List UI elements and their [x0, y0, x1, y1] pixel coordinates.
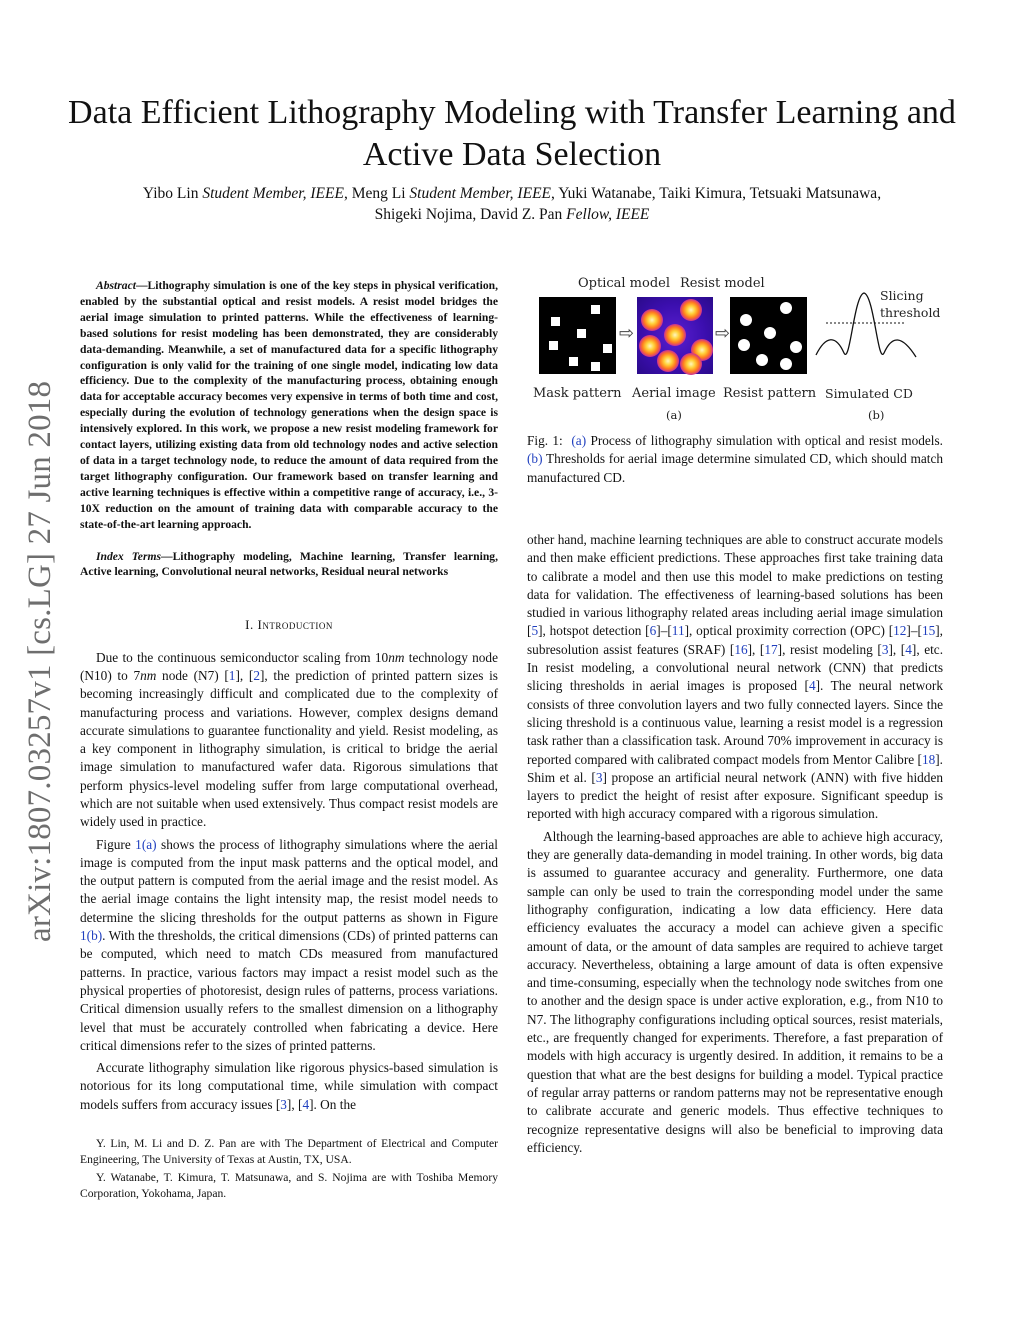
body-paragraph: Although the learning-based approaches are able to achieve high accuracy, they are generally data-demanding in model training. In other words, big data is assumed to guarantee accuracy and generality. Furthermore, one data sample can only be used to train the corresponding model under the same lithography configuration, indicating a low data efficiency. Here data efficiency evaluates the accuracy a model can achieve given a specific amount of data, or the amount of data samples are required to achieve target accuracy. Nevertheless, obtaining a large amount of data is often expensive and time-consuming, especially when the technology node switches from one to another and the design space is under active exploration, e.g., from N10 to N7. The lithography configurations including optical sources, resist materials, etc., are frequently changed for experiments. Therefore, a fast preparation of models with high accuracy is urgently desired. In addition, it remains to be a question that what are the best designs for building a model. Typical practice of regular array patterns or random patterns may not be representative enough to calibrate accurate and generic models. Thus effective techniques to recognize representative designs will also be beneficial to improving data efficiency. — [527, 828, 943, 1155]
label-subfig-b: (b) — [868, 408, 885, 422]
label-threshold: threshold — [880, 305, 941, 320]
index-terms-text: —Lithography modeling, Machine learning, Transfer learning, Active learning, Convolutional neural networks, Residual neural networks — [80, 549, 498, 579]
abstract-text: —Lithography simulation is one of the key steps in physical verification, enabled by the substantial optical and resist models. A resist model bridges the aerial image simulation to printed patterns. While the effectiveness of learning-based solutions for resist modeling has been demonstrated, they are considerably data-demanding. Meanwhile, a set of manufactured data for a specific lithography configuration is only valid for the training of one single model, indicating low data efficiency. Due to the complexity of the manufacturing process, obtaining enough data for acceptable accuracy becomes very expensive in terms of both time and cost, especially during the evolution of technology generations when the design space is intensively explored. In this work, we propose a new resist modeling framework for contact layers, utilizing existing data from old technology nodes and active selection of data in a target technology node, to reduce the amount of data required from the target lithography configuration. Our framework based on transfer learning and active learning techniques is effective within a competitive range of accuracy, i.e., 3-10X reduction on the amount of training data with comparable accuracy to the state-of-the-art learning approach. — [80, 279, 498, 531]
label-resist-model: Resist model — [680, 276, 765, 291]
arrow-right-icon: ⇨ — [715, 323, 731, 344]
author-line-2: Shigeki Nojima, David Z. Pan Fellow, IEEE — [374, 206, 650, 223]
label-mask-pattern: Mask pattern — [533, 386, 622, 401]
intro-paragraphs-left — [80, 649, 498, 1114]
label-aerial-image: Aerial image — [632, 386, 716, 401]
label-subfig-a: (a) — [666, 408, 682, 422]
left-column — [80, 278, 498, 1204]
abstract-lead: Abstract — [96, 279, 136, 292]
resist-pattern-image — [730, 297, 807, 374]
body-paragraph: other hand, machine learning techniques are able to construct accurate models and then make efficient predictions. These approaches first take training data to calibrate a model and then use this model to make predictions on testing data for validation. The effectiveness of learning-based solutions has been studied in various lithography related areas including aerial image simulation [5], hotspot detection [6]–[11], optical proximity correction (OPC) [12]–[15], subresolution assist features (SRAF) [16], [17], resist modeling [3], [4], etc. In resist modeling, a convolutional neural network (CNN) that predicts slicing thresholds in aerial images is proposed [4]. The neural network consists of three convolution layers and two fully connected layers. Since the slicing threshold is a continuous value, learning a resist model is a regression task rather than a classification task. Around 70% improvement in accuracy is reported compared with calibrated compact models from Mentor Calibre [18]. Shim et al. [3] propose an artificial neural network (ANN) with five hidden layers to predict the height of resist after exposure. Significant speedup is reported with high accuracy compared with a rigorous simulation. — [527, 532, 944, 822]
author-line-1: Yibo Lin Student Member, IEEE, Meng Li Student Member, IEEE, Yuki Watanabe, Taiki Kimura, Tetsuaki Matsunawa, — [142, 185, 882, 202]
label-slicing: Slicing — [880, 288, 924, 303]
index-terms — [80, 549, 498, 581]
aerial-image — [637, 297, 713, 374]
mask-pattern-image — [539, 297, 616, 374]
intro-paragraphs-right — [527, 531, 943, 1157]
footnotes — [80, 1136, 498, 1201]
label-resist-pattern: Resist pattern — [723, 386, 817, 401]
index-terms-lead: Index Terms — [96, 549, 161, 563]
footnote: Y. Lin, M. Li and D. Z. Pan are with The Department of Electrical and Computer Engineering, The University of Texas at Austin, TX, USA. — [80, 1137, 498, 1166]
arxiv-identifier: arXiv:1807.03257v1 [cs.LG] 27 Jun 2018 — [22, 380, 58, 942]
body-paragraph: Figure 1(a) shows the process of lithography simulations where the aerial image is computed from the input mask patterns and the optical model, and the output pattern is computed from the aerial image and the resist model. As the aerial image contains the light intensity map, the resist model needs to determine the slicing thresholds for the output patterns as shown in Figure 1(b). With the thresholds, the critical dimensions (CDs) of printed patterns can be computed, which need to match CDs measured from manufactured patterns. In practice, various factors may impact a resist model such as the physical properties of photoresist, design rules of patterns, process variations. Critical dimension usually refers to the smallest dimension on a lithography level that must be accurately controlled when fabricating a device. Here critical dimensions refer to the sizes of printed patterns. — [80, 836, 498, 1053]
section-heading: I. Introduction — [245, 617, 333, 633]
author-list — [70, 183, 954, 225]
right-column — [527, 531, 943, 1161]
body-paragraph: Accurate lithography simulation like rigorous physics-based simulation is notorious for its long computational time, while simulation with compact models suffers from accuracy issues [3], [4]. On the — [80, 1060, 498, 1112]
figure-caption: Fig. 1: (a) Process of lithography simulation with optical and resist models. (b) Thresholds for aerial image determine simulated CD, which should match manufactured CD. — [527, 433, 943, 485]
label-simulated-cd: Simulated CD — [825, 386, 913, 401]
body-paragraph: Due to the continuous semiconductor scaling from 10nm technology node (N10) to 7nm node (N7) [1], [2], the prediction of printed pattern sizes is becoming increasingly difficult and complicated due to the complexity of manufacturing process and variations. However, complex designs demand accurate simulations to guarantee functionality and yield. Resist modeling, as a key component in lithography simulation, is critical to bridge the aerial image simulation to manufactured wafer data. Rigorous simulations that perform physics-level modeling suffer from large computational overhead, which are not suitable when used extensively. Thus compact resist models are widely used in practice. — [80, 649, 498, 830]
paper-title: Data Efficient Lithography Modeling with Transfer Learning and Active Data Selection — [68, 94, 956, 173]
arrow-right-icon: ⇨ — [619, 323, 635, 344]
abstract — [80, 278, 498, 533]
footnote: Y. Watanabe, T. Kimura, T. Matsunawa, and S. Nojima are with Toshiba Memory Corporation, Yokohama, Japan. — [80, 1171, 498, 1200]
label-optical-model: Optical model — [578, 276, 671, 291]
